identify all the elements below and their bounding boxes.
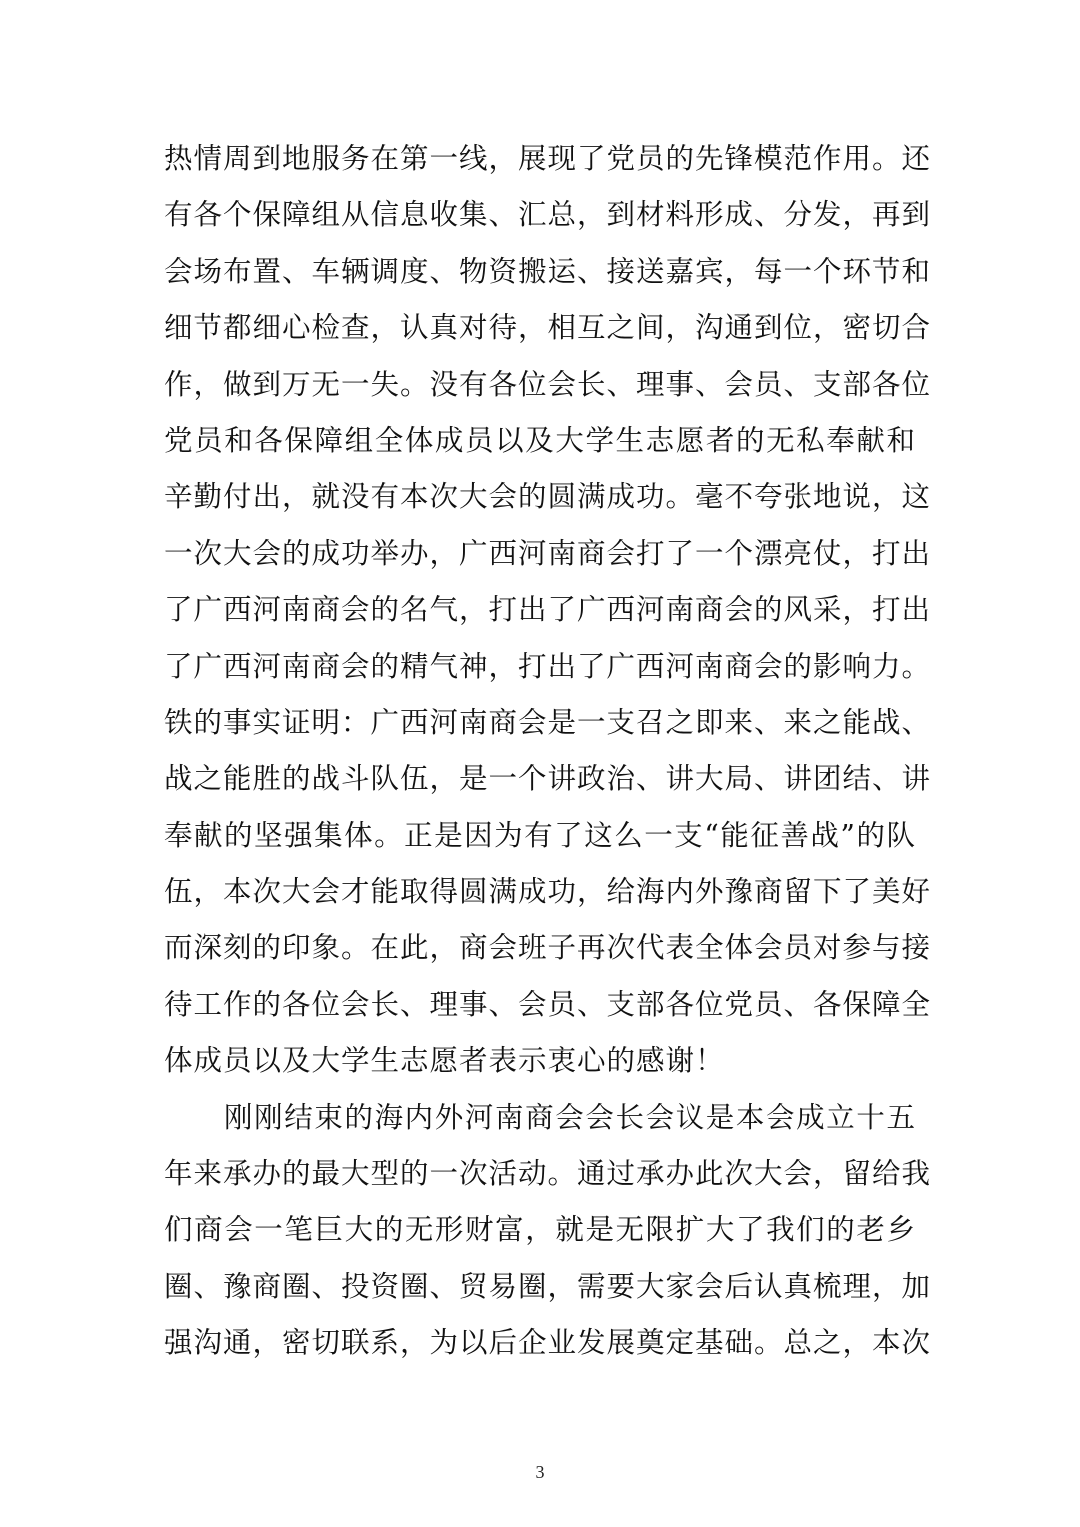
text-line: 战之能胜的战斗队伍，是一个讲政治、讲大局、讲团结、讲 <box>164 762 932 796</box>
text-line: 而深刻的印象。在此，商会班子再次代表全体会员对参与接 <box>164 931 932 965</box>
text-line: 圈、豫商圈、投资圈、贸易圈，需要大家会后认真梳理，加 <box>164 1269 932 1303</box>
page-number: 3 <box>535 1462 545 1482</box>
text-line: 了广西河南商会的名气，打出了广西河南商会的风采，打出 <box>164 593 932 627</box>
text-line: 伍，本次大会才能取得圆满成功，给海内外豫商留下了美好 <box>164 875 932 909</box>
text-line: 有各个保障组从信息收集、汇总，到材料形成、分发，再到 <box>164 198 932 232</box>
text-line: 细节都细心检查，认真对待，相互之间，沟通到位，密切合 <box>164 311 932 345</box>
text-line: 年来承办的最大型的一次活动。通过承办此次大会，留给我 <box>164 1157 932 1191</box>
text-line: 铁的事实证明：广西河南商会是一支召之即来、来之能战、 <box>164 705 932 739</box>
text-line: 党员和各保障组全体成员以及大学生志愿者的无私奉献和 <box>164 423 916 457</box>
text-line: 一次大会的成功举办，广西河南商会打了一个漂亮仗，打出 <box>164 536 932 570</box>
paragraph-first-line: 刚刚结束的海内外河南商会会长会议是本会成立十五 <box>224 1100 916 1134</box>
text-line: 了广西河南商会的精气神，打出了广西河南商会的影响力。 <box>164 649 932 683</box>
text-line: 体成员以及大学生志愿者表示衷心的感谢！ <box>164 1044 725 1078</box>
text-line: 强沟通，密切联系，为以后企业发展奠定基础。总之，本次 <box>164 1326 932 1360</box>
text-line: 们商会一笔巨大的无形财富，就是无限扩大了我们的老乡 <box>164 1213 916 1247</box>
text-line: 待工作的各位会长、理事、会员、支部各位党员、各保障全 <box>164 987 932 1021</box>
text-line: 作，做到万无一失。没有各位会长、理事、会员、支部各位 <box>164 367 932 401</box>
text-line: 热情周到地服务在第一线，展现了党员的先锋模范作用。还 <box>164 142 932 175</box>
text-line: 辛勤付出，就没有本次大会的圆满成功。毫不夸张地说，这 <box>164 480 932 514</box>
body-text <box>164 131 932 1372</box>
text-line: 会场布置、车辆调度、物资搬运、接送嘉宾，每一个环节和 <box>164 254 932 288</box>
text-line: 奉献的坚强集体。正是因为有了这么一支“能征善战”的队 <box>164 818 916 852</box>
